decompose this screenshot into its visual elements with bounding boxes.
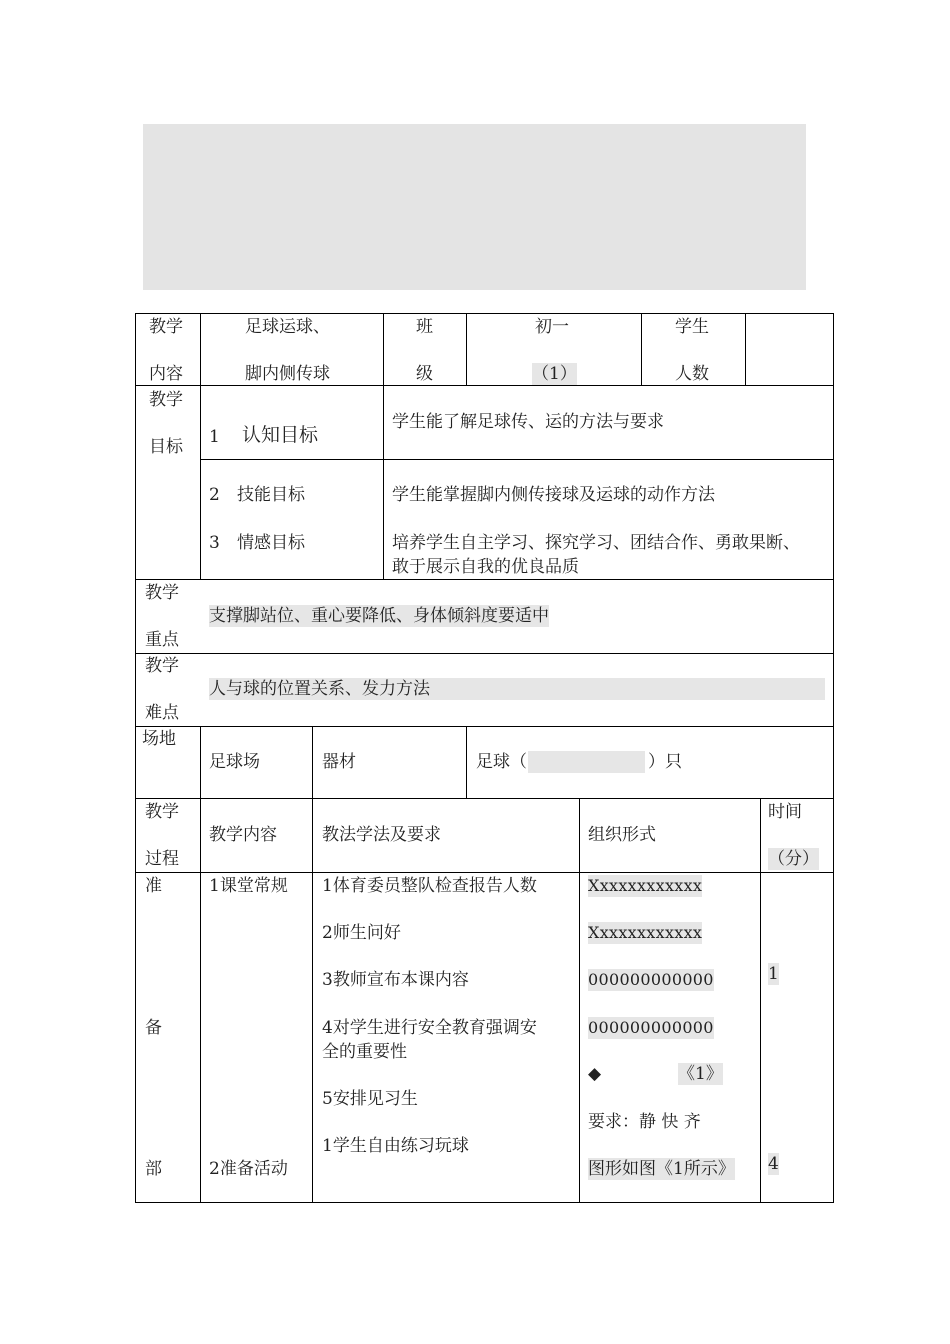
goal-number: 2 [209, 485, 220, 505]
method-item: 1体育委员整队检查报告人数 [322, 876, 537, 896]
row-divider [135, 872, 834, 873]
method-item: 5安排见习生 [322, 1089, 418, 1109]
header-placeholder-block [143, 124, 806, 290]
formation-row: 000000000000 [588, 970, 714, 989]
prep-content: 2准备活动 [209, 1159, 288, 1179]
goal-name: 认知目标 [242, 424, 319, 446]
difficulty-text: 人与球的位置关系、发力方法 [209, 678, 825, 700]
key-point-text: 支撑脚站位、重心要降低、身体倾斜度要适中 [209, 606, 549, 626]
col-divider [466, 726, 467, 799]
goal-description: 敢于展示自我的优良品质 [392, 557, 579, 577]
row-divider [135, 385, 834, 386]
equipment-value-suffix: ）只 [648, 752, 682, 772]
equipment-count-blank [528, 751, 645, 773]
method-item: 全的重要性 [322, 1042, 407, 1062]
row-divider [135, 726, 834, 727]
goal-description: 学生能掌握脚内侧传接球及运球的动作方法 [392, 485, 715, 505]
figure-caption: 图形如图《1所示》 [588, 1159, 735, 1179]
equipment-label: 器材 [322, 752, 356, 772]
goal-number: 3 [209, 533, 220, 553]
column-header-time-unit: （分） [768, 849, 819, 869]
table-border-bottom [135, 1202, 834, 1203]
table-border-top [135, 313, 834, 314]
formation-row: 000000000000 [588, 1018, 714, 1037]
col-divider [579, 798, 580, 1203]
col-divider [641, 313, 642, 386]
content-label: 内容 [149, 364, 183, 384]
organization-requirement: 要求：静 快 齐 [588, 1112, 701, 1132]
row-divider [135, 653, 834, 654]
formation-row: Xxxxxxxxxxxx [588, 923, 703, 942]
column-header-method: 教法学法及要求 [322, 825, 441, 845]
difficulty-label: 教学 [145, 656, 179, 676]
row-divider [135, 798, 834, 799]
class-value: （1） [532, 364, 577, 384]
section-label: 部 [145, 1159, 162, 1179]
goal-number: 1 [209, 427, 220, 447]
goal-description: 学生能了解足球传、运的方法与要求 [392, 412, 664, 432]
content-value: 足球运球、 [245, 317, 330, 337]
col-divider [383, 313, 384, 580]
column-header-organization: 组织形式 [588, 825, 656, 845]
students-label: 人数 [675, 364, 709, 384]
content-value: 脚内侧传球 [245, 364, 330, 384]
col-divider [466, 313, 467, 386]
section-label: 准 [145, 876, 162, 896]
col-divider [200, 726, 201, 1203]
class-label: 级 [416, 364, 433, 384]
method-item: 3教师宣布本课内容 [322, 970, 469, 990]
col-divider [760, 798, 761, 1203]
class-label: 班 [416, 317, 433, 337]
difficulty-label: 难点 [145, 703, 179, 723]
venue-value: 足球场 [209, 752, 260, 772]
time-value: 4 [768, 1154, 779, 1174]
section-label: 备 [145, 1018, 162, 1038]
col-divider [312, 726, 313, 1203]
class-value: 初一 [535, 317, 569, 337]
goal-name: 情感目标 [237, 533, 305, 553]
table-border-left [135, 313, 136, 1203]
venue-label: 场地 [142, 729, 176, 749]
key-point-label: 教学 [145, 583, 179, 603]
column-header-content: 教学内容 [209, 825, 277, 845]
goals-label: 目标 [149, 437, 183, 457]
column-header-time: 时间 [768, 802, 802, 822]
figure-reference: 《1》 [678, 1064, 723, 1084]
equipment-value-prefix: 足球（ [476, 752, 527, 772]
method-item: 4对学生进行安全教育强调安 [322, 1018, 537, 1038]
time-value: 1 [768, 964, 779, 984]
process-label: 过程 [145, 849, 179, 869]
method-item: 1学生自由练习玩球 [322, 1136, 469, 1156]
process-label: 教学 [145, 802, 179, 822]
formation-row: Xxxxxxxxxxxx [588, 876, 703, 895]
method-item: 2师生问好 [322, 923, 401, 943]
goals-label: 教学 [149, 390, 183, 410]
row-divider [135, 579, 834, 580]
col-divider [200, 313, 201, 580]
goal-description: 培养学生自主学习、探究学习、团结合作、勇敢果断、 [392, 533, 800, 553]
col-divider [745, 313, 746, 386]
teacher-marker-icon: ◆ [588, 1064, 602, 1084]
students-label: 学生 [675, 317, 709, 337]
key-point-label: 重点 [145, 630, 179, 650]
content-label: 教学 [149, 317, 183, 337]
prep-content: 1课堂常规 [209, 876, 288, 896]
goal-name: 技能目标 [237, 485, 305, 505]
table-border-right [833, 313, 834, 1203]
row-divider [200, 459, 834, 460]
lesson-plan-table [135, 313, 834, 1203]
